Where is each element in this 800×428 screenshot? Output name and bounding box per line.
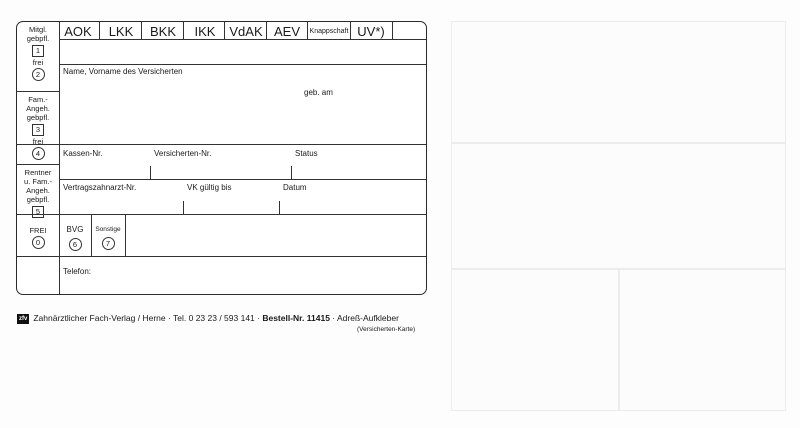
frei-upper-circle: 0 (32, 236, 45, 249)
side-frei (17, 226, 59, 249)
row-divider-3 (59, 179, 427, 180)
insurer-sep (392, 22, 393, 39)
insurer-uv: UV*) (357, 24, 385, 39)
birth-label: geb. am (304, 88, 333, 97)
side-rentner (17, 168, 59, 218)
vertragszahnarzt-label: Vertragszahnarzt-Nr. (63, 183, 137, 192)
row-divider-5 (17, 256, 427, 257)
frei-upper-label: FREI (29, 226, 47, 235)
insurer-sep (350, 22, 351, 39)
insurer-aok: AOK (64, 24, 92, 39)
publisher-logo: zfv (19, 316, 28, 322)
insurer-bkk: BKK (149, 24, 176, 39)
insurer-sep (99, 22, 100, 39)
sonstige-cell (91, 226, 125, 251)
label-panel (451, 269, 619, 411)
insurer-aev: AEV (273, 24, 300, 39)
publisher-text: Zahnärztlicher Fach-Verlag / Herne · Tel. 0 23 23 / 593 141 · (33, 313, 263, 323)
rentner-label: Rentner u. Fam.- Angeh. gebpfl. (24, 168, 52, 204)
telefon-label: Telefon: (63, 267, 92, 276)
insurer-ikk: IKK (194, 24, 216, 39)
insurer-lkk: LKK (108, 24, 134, 39)
frei2-circle: 4 (32, 147, 45, 160)
sonstige-divider (125, 214, 126, 256)
bvg-cell (59, 225, 91, 252)
sonstige-label: Sonstige (95, 226, 121, 233)
row-divider-1 (59, 64, 427, 65)
insurer-sep (307, 22, 308, 39)
versicherten-nr-label: Versicherten-Nr. (154, 149, 212, 158)
row-divider-2 (17, 144, 427, 145)
insurer-sep (183, 22, 184, 39)
product-subtitle: (Versicherten-Karte) (357, 326, 416, 333)
bvg-label: BVG (66, 225, 84, 234)
publisher-footer (17, 313, 399, 324)
insurer-vdak: VdAK (229, 24, 263, 39)
row-divider-4 (17, 214, 427, 215)
side-column-divider (59, 22, 60, 295)
header-divider (59, 39, 427, 40)
fam-box: 3 (32, 124, 44, 136)
status-label: Status (295, 149, 318, 158)
insurer-knappschaft: Knappschaft (309, 28, 349, 35)
insurer-sep (141, 22, 142, 39)
rentner-box: 5 (32, 206, 44, 218)
label-panel (451, 143, 786, 269)
side-mitgl (17, 25, 59, 81)
order-number: Bestell-Nr. 11415 (262, 313, 330, 323)
side-divider-2 (17, 164, 59, 165)
sonstige-circle: 7 (102, 237, 115, 250)
label-panel (619, 269, 786, 411)
field-tick (291, 166, 292, 179)
bvg-circle: 6 (69, 238, 82, 251)
mitgl-box: 1 (32, 45, 44, 57)
vk-gueltig-label: VK gültig bis (187, 183, 232, 192)
mitgl-label: Mitgl. gebpfl. (26, 25, 50, 43)
frei1-circle: 2 (32, 68, 45, 81)
insurer-sep (266, 22, 267, 39)
frei2-label: frei (32, 137, 44, 146)
datum-label: Datum (283, 183, 307, 192)
fam-label: Fam.- Angeh. gebpfl. (26, 95, 50, 122)
name-label: Name, Vorname des Versicherten (63, 67, 183, 76)
kassen-nr-label: Kassen-Nr. (63, 149, 103, 158)
label-panel (451, 21, 786, 143)
field-tick (279, 201, 280, 214)
frei1-label: frei (32, 58, 44, 67)
insurance-card-form (16, 21, 427, 295)
field-tick (183, 201, 184, 214)
insurer-sep (224, 22, 225, 39)
product-name: · Adreß-Aufkleber (329, 313, 399, 323)
side-fam (17, 95, 59, 160)
side-divider-1 (17, 91, 59, 92)
field-tick (150, 166, 151, 179)
